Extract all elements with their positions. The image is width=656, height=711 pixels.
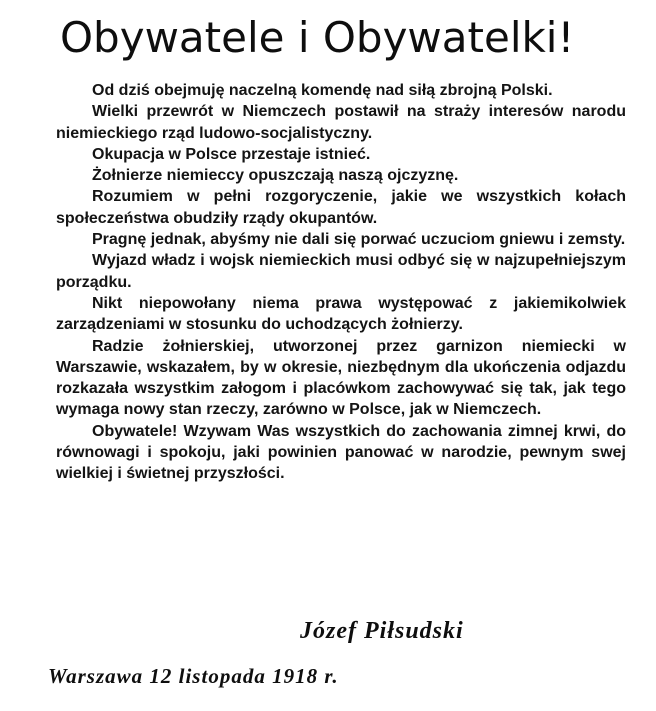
- paragraph: Rozumiem w pełni rozgoryczenie, jakie we wszystkich kołach społeczeństwa obudziły rządy okupantów.: [56, 188, 626, 227]
- paragraph: Obywatele! Wzywam Was wszystkich do zachowania zimnej krwi, do równowagi i spokoju, jaki powinien panować w narodzie, pewnym swej wielkiej i świetnej przyszłości.: [56, 422, 626, 483]
- dateline: Warszawa 12 listopada 1918 r.: [48, 664, 339, 688]
- paragraph: Nikt niepowołany niema prawa występować z jakiemikolwiek zarządzeniami w stosunku do uchodzących żołnierzy.: [56, 294, 626, 334]
- document-title: Obywatele i Obywatelki!: [60, 13, 575, 62]
- paragraph: Żołnierze niemieccy opuszczają naszą ojczyznę.: [92, 167, 459, 185]
- paragraph: Wyjazd władz i wojsk niemieckich musi odbyć się w najzupełniejszym porządku.: [56, 252, 626, 291]
- paragraph: Radzie żołnierskiej, utworzonej przez garnizon niemiecki w Warszawie, wskazałem, by w okresie, niezbędnym dla ukończenia odjazdu rozkazała wszystkim załogom i placówkom zachowywać się tak, jak tego wymaga nowy stan rzeczy, zarówno w Polsce, jak w Niemczech.: [56, 337, 626, 419]
- paragraph: Wielki przewrót w Niemczech postawił na straży interesów narodu niemieckiego rząd ludowo-socjalistyczny.: [56, 103, 626, 142]
- document-body: [56, 80, 626, 485]
- paragraph: Od dziś obejmuję naczelną komendę nad siłą zbrojną Polski.: [92, 82, 553, 99]
- paragraph: Pragnę jednak, abyśmy nie dali się porwać uczuciom gniewu i zemsty.: [92, 231, 626, 249]
- signature: Józef Piłsudski: [300, 618, 464, 644]
- paragraph: Okupacja w Polsce przestaje istnieć.: [92, 145, 371, 163]
